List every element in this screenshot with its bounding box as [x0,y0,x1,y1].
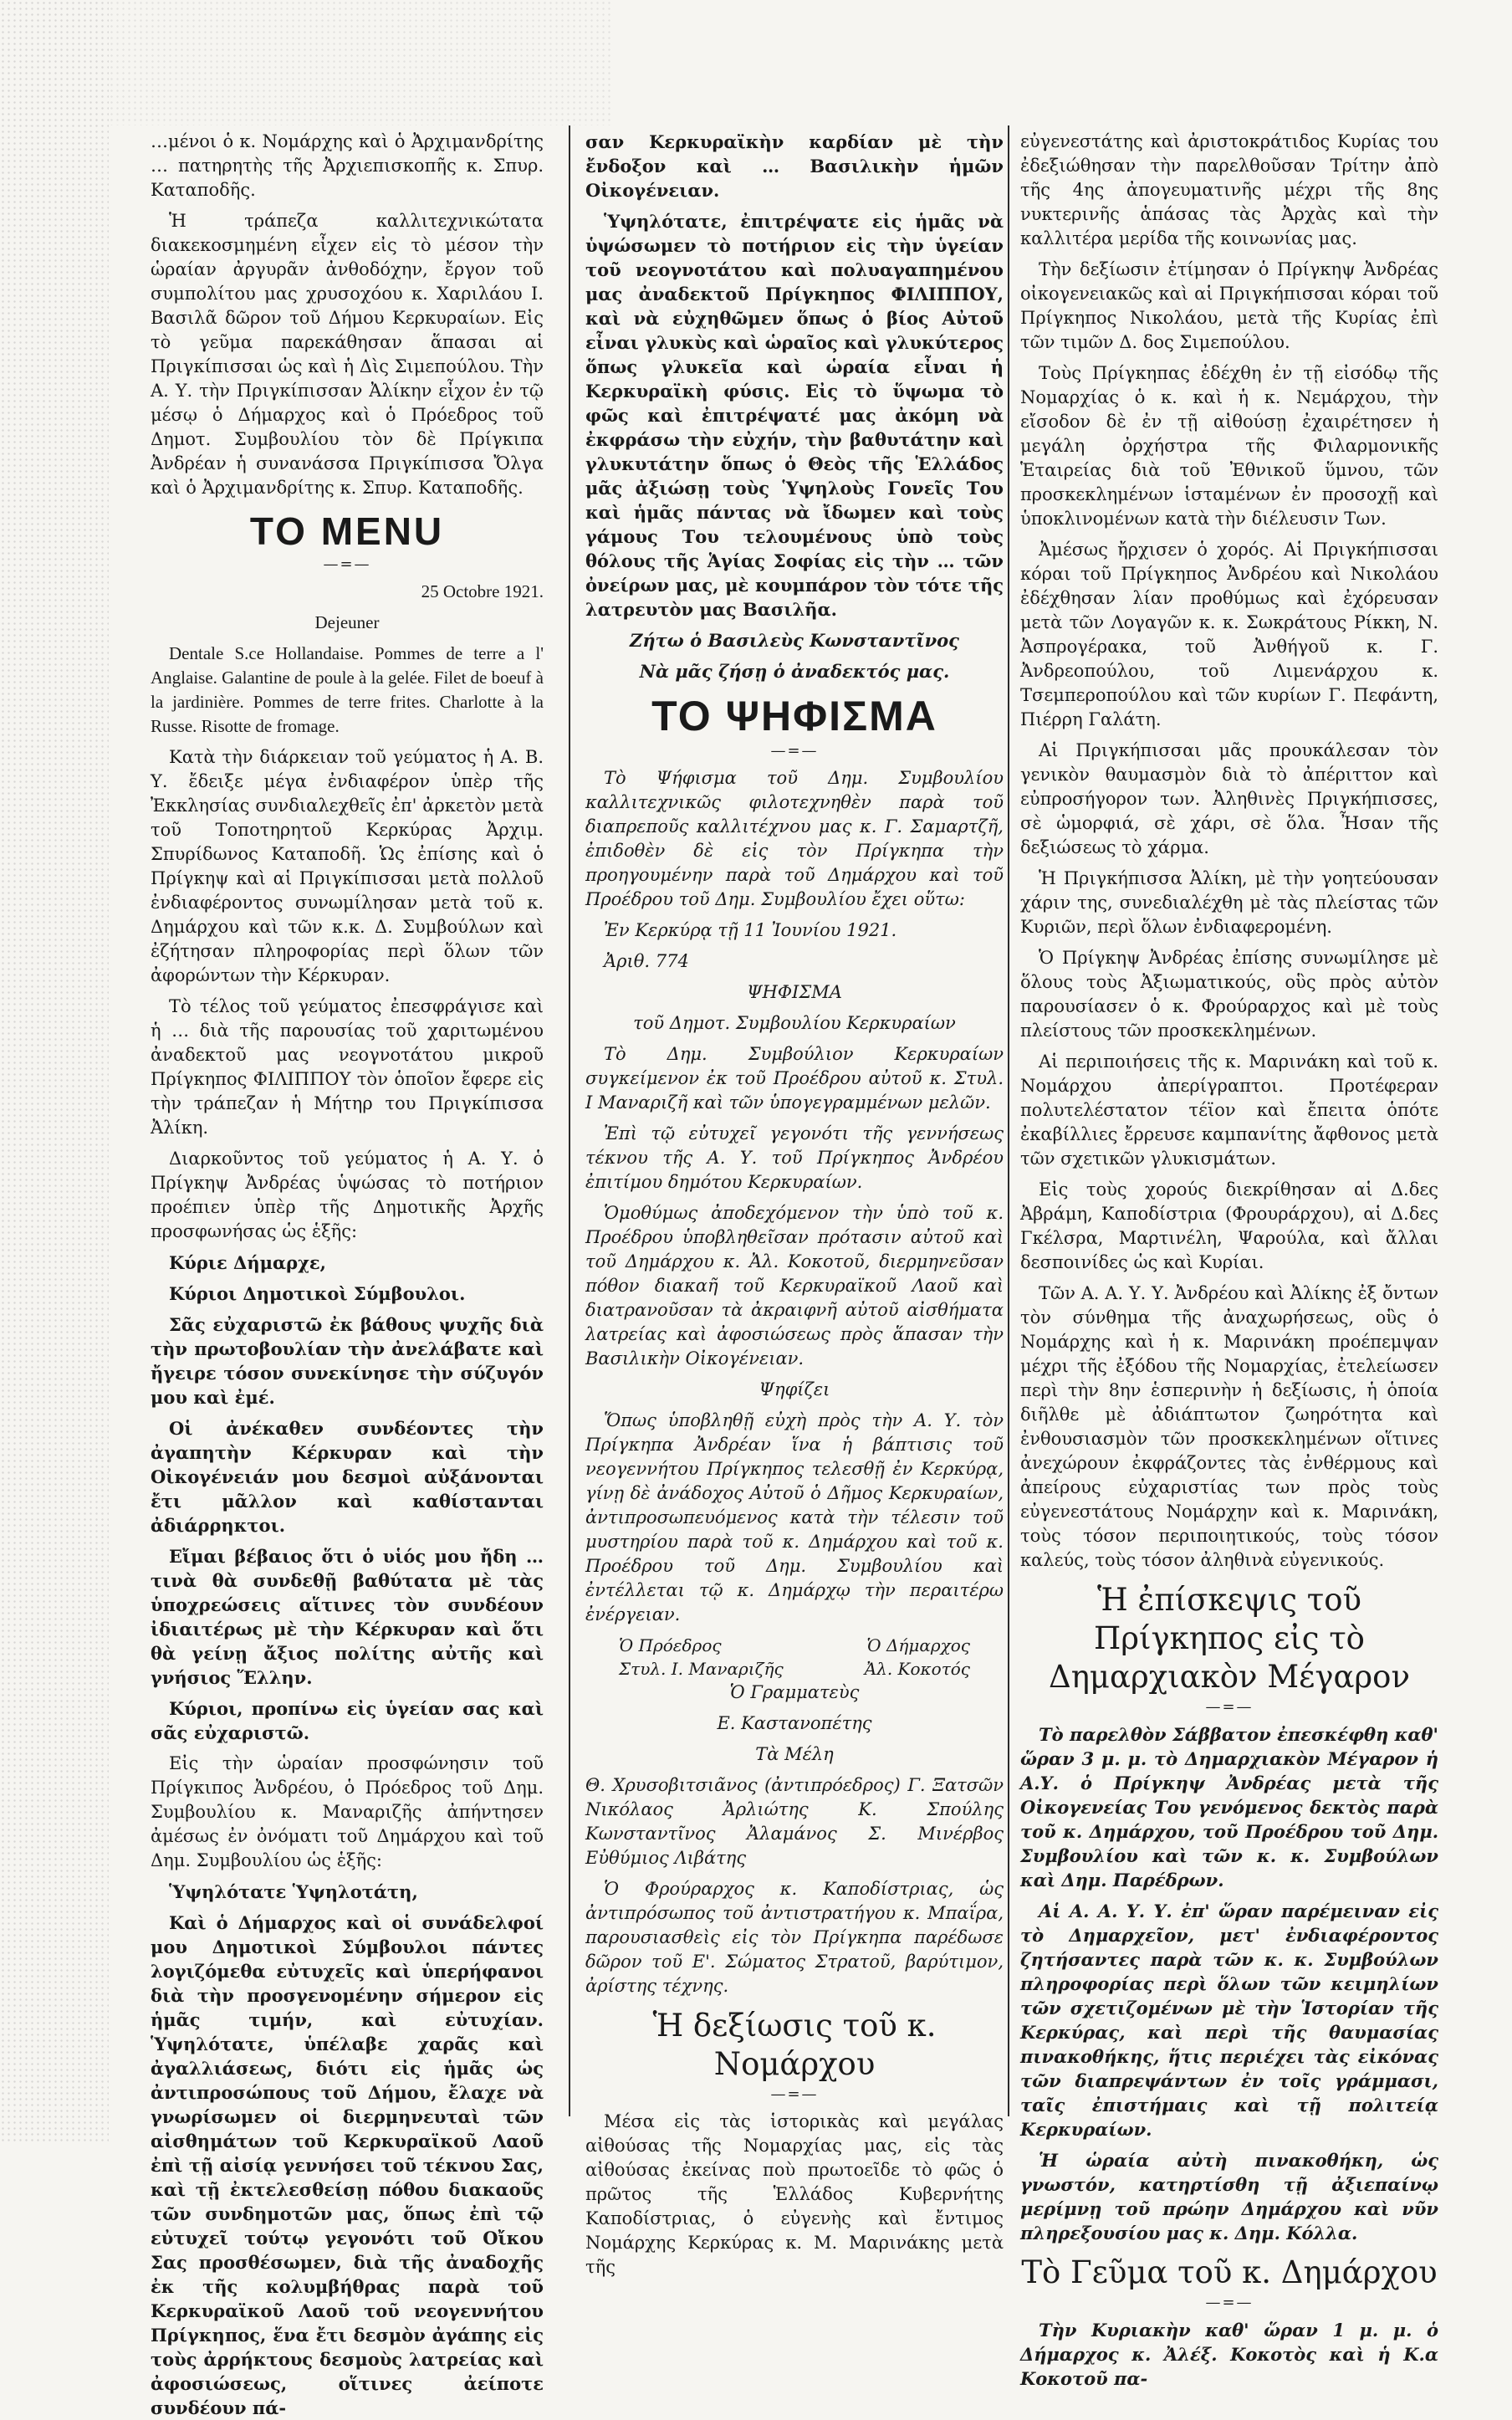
paragraph: Εἰς τοὺς χορούς διεκρίθησαν αἱ Δ.δες Ἀβράμη, Καποδίστρια (Φρουράρχου), αἱ Δ.δες Γκέλσρα, Μαρτινέλη, Ψαρούλα, καὶ ἄλλαι δεσποινίδες ὡς καὶ Κυρίαι. [1020,1179,1438,1272]
section-heading: Τὸ Γεῦμα τοῦ κ. Δημάρχου [1021,2254,1438,2290]
paragraph: Τὴν δεξίωσιν ἐτίμησαν ὁ Πρίγκηψ Ἀνδρέας οἰκογενειακῶς καὶ αἱ Πριγκήπισσαι κόραι τοῦ Πρίγκηπος Νικολάου, μετὰ τῆς Κυρίας ἐπὶ τῶν τιμῶν Δ. δος Σιμεπούλου. [1020,259,1438,352]
divider: —=— [770,2085,819,2103]
divider: —=— [1205,2294,1254,2311]
resolution-title: ΨΗΦΙΣΜΑ [747,982,842,1002]
divider: —=— [770,742,819,760]
menu-items: Dentale S.ce Hollandaise. Pommes de terre a l' Anglaise. Galantine de poule à la gelée. Filet de boeuf à la jardinière. Pommes de terre frites. Charlotte à la Russe. Risotte de fromage. [151,643,544,736]
column-left [151,130,544,2418]
resolution-date: Ἐν Κερκύρᾳ τῇ 11 Ἰουνίου 1921. [604,920,897,940]
paragraph: Τὸ Δημ. Συμβούλιον Κερκυραίων συγκείμενον ἐκ τοῦ Προέδρου αὐτοῦ κ. Στυλ. Ι Μαναριζῆ καὶ τῶν ὑπογεγραμμένων μελῶν. [585,1044,1004,1113]
speech-paragraph: σαν Κερκυραϊκὴν καρδίαν μὲ τὴν ἔνδοξον καὶ … Βασιλικὴν ἡμῶν Οἰκογένειαν. [585,131,1004,201]
paragraph: Τὸ Ψήφισμα τοῦ Δημ. Συμβουλίου καλλιτεχνικῶς φιλοτεχνηθὲν παρὰ τοῦ διαπρεποῦς καλλιτέχνου μας κ. Γ. Σαμαρτζῆ, ἐπιδοθὲν δὲ εἰς τὸν Πρίγκηπα τὴν προηγουμένην παρὰ τοῦ Δημάρχου καὶ τοῦ Προέδρου τοῦ Δημ. Συμβουλίου ἔχει οὕτω: [585,768,1004,909]
menu-meal: Dejeuner [314,612,380,632]
speech-paragraph: Εἴμαι βέβαιος ὅτι ὁ υἱός μου ἤδη … τινὰ θὰ συνδεθῇ βαθύτατα μὲ τὰς ὑποχρεώσεις αἵτινες τὸν συνδέουν ἰδιαιτέρως μὲ τὴν Κέρκυραν καὶ ὅτι θὰ γείνῃ ἄξιος πολίτης αὐτῆς καὶ γνήσιος Ἕλλην. [151,1546,544,1688]
paragraph: εὐγενεστάτης καὶ ἀριστοκράτιδος Κυρίας του ἐδεξιώθησαν τὴν παρελθοῦσαν Τρίτην ἀπὸ τῆς 4ης ἀπογευματινῆς μέχρι τῆς 8ης νυκτερινῆς ἁπάσας τὰς Ἀρχὰς καὶ τὴν καλλιτέρα μερίδα τῆς κοινωνίας μας. [1020,131,1438,248]
speech-paragraph: Κύριοι, προπίνω εἰς ὑγείαν σας καὶ σᾶς εὐχαριστῶ. [151,1698,544,1743]
resolution-number: Ἀριθ. 774 [604,951,689,971]
signature-title: Ὁ Γραμματεὺς [729,1682,860,1702]
paragraph: Τὴν Κυριακὴν καθ' ὥραν 1 μ. μ. ὁ Δήμαρχος κ. Ἀλέξ. Κοκοτὸς καὶ ἡ Κ.α Κοκοτοῦ πα- [1020,2320,1438,2389]
scan-noise-top [109,0,610,125]
paragraph: Ὁ Φρούραρχος κ. Καποδίστριας, ὡς ἀντιπρόσωπος τοῦ ἀντιστρατήγου κ. Μπαΐρα, παρουσιασθεὶς εἰς τὸν Πρίγκηπα παρέδωσε δῶρον τοῦ Ε'. Σώματος Στρατοῦ, βαρύτιμον, ἀρίστης τέχνης. [585,1879,1004,1996]
salutation: Ὑψηλότατε Ὑψηλοτάτη, [169,1881,418,1902]
acclamation: Ζήτω ὁ Βασιλεὺς Κωνσταντῖνος [630,630,959,651]
paragraph: Τῶν Α. Α. Υ. Υ. Ἀνδρέου καὶ Ἀλίκης ἐξ ὄντων τὸν σύνθημα τῆς ἀναχωρήσεως, οὓς ὁ Νομάρχης καὶ ἡ κ. Μαρινάκη προέπεμψαν μέχρι τῆς ἐξόδου τῆς Νομαρχίας, ἐτελείωσεν περὶ τὴν 8ην ἑσπερινὴν ἡ δεξίωσις, ἡ ὁποία διῆλθε μὲ ἀδιάπτωτον ζωηρότητα καὶ ἐνθουσιασμὸν τῶν προσκεκλημένων οἵτινες ἀνεχώρουν ἐκφράζοντες τὰς ἐνθέρμους καὶ ἀπείρους εὐχαριστίας των πρὸς τοὺς εὐγενεστάτους Νομάρχην καὶ κ. Μαρινάκη, τοὺς τόσον περιποιητικούς, τοὺς τόσον καλεύς, τοὺς τόσον ἀληθινὰ εὐγενικούς. [1020,1283,1438,1570]
members-list: Θ. Χρυσοβιτσιᾶνος (ἀντιπρόεδρος) Γ. Ξατσῶν Νικόλαος Ἀρλιώτης Κ. Σπούλης Κωνσταντῖνος Ἀλαμάνος Σ. Μινέρβος Εὐθύμιος Λιβάτης [585,1775,1004,1868]
divider: —=— [1205,1698,1254,1716]
column-rule [569,125,570,2116]
column-rule [1008,125,1009,2116]
salutation: Κύριοι Δημοτικοὶ Σύμβουλοι. [169,1283,466,1304]
salutation: Κύριε Δήμαρχε, [169,1252,326,1273]
signature-title: Ὁ Πρόεδρος [619,1635,722,1655]
section-heading: Ἡ ἐπίσκεψις τοῦ Πρίγκηπος εἰς τὸ Δημαρχιακὸν Μέγαρον [1049,1582,1410,1695]
paragraph: Ἡ τράπεζα καλλιτεχνικώτατα διακεκοσμημένη εἶχεν εἰς τὸ μέσον τὴν ὡραίαν ἀργυρᾶν ἀνθοδόχην, ἔργον τοῦ συμπολίτου μας χρυσοχόου κ. Χαριλάου Ι. Βασιλᾶ δῶρον τοῦ Δήμου Κερκυραίων. Εἰς τὸ γεῦμα παρεκάθησαν ἅπασαι αἱ Πριγκίπισσαι ὡς καὶ ἡ Δὶς Σιμεπούλου. Τὴν Α. Υ. τὴν Πριγκίπισσαν Ἀλίκην εἶχον ἐν τῷ μέσῳ ὁ Δήμαρχος καὶ ὁ Πρόεδρος τοῦ Δημοτ. Συμβουλίου τὸν δὲ Πρίγκιπα Ἀνδρέαν ἡ συνανάσσα Πριγκίπισσα Ὄλγα καὶ ὁ Ἀρχιμανδρίτης κ. Σπυρ. Καταποδῆς. [151,211,544,498]
paragraph: Ὅπως ὑποβληθῇ εὐχὴ πρὸς τὴν Α. Υ. τὸν Πρίγκηπα Ἀνδρέαν ἵνα ἡ βάπτισις τοῦ νεογεννήτου Πρίγκηπος τελεσθῇ ἐν Κερκύρᾳ, γίνῃ δὲ ἀνάδοχος Αὐτοῦ ὁ Δῆμος Κερκυραίων, ἀντιπροσωπευόμενος κατὰ τὴν τέλεσιν τοῦ μυστηρίου παρὰ τοῦ κ. Δημάρχου καὶ τοῦ κ. Προέδρου τοῦ Δημ. Συμβουλίου καὶ ἐντέλλεται τῷ κ. Δημάρχῳ τὴν περαιτέρω ἐνέργειαν. [585,1410,1004,1624]
acclamation: Νὰ μᾶς ζήσῃ ὁ ἀναδεκτός μας. [639,661,950,682]
speech-paragraph: Καὶ ὁ Δήμαρχος καὶ οἱ συνάδελφοί μου Δημοτικοὶ Σύμβουλοι πάντες λογιζόμεθα εὐτυχεῖς καὶ ὑπερήφανοι διὰ τὴν προσγενομένην σήμερον εἰς ἡμᾶς τιμήν, καὶ εὐτυχίαν. Ὑψηλότατε, ὑπέλαβε χαρᾶς καὶ ἀγαλλιάσεως, διότι εἰς ἡμᾶς ὡς ἀντιπροσώπους τοῦ Δήμου, ἔλαχε νὰ γνωρίσωμεν οἱ διερμηνευταὶ τῶν αἰσθημάτων τοῦ Κερκυραϊκοῦ Λαοῦ ἐπὶ τῇ αἰσίᾳ γεννήσει τοῦ τέκνου Σας, καὶ τῇ ἐκτελεσθείσῃ πόθου διακαοῦς τῶν συνδημοτῶν μας, ὅπως ἐπὶ τῷ εὐτυχεῖ τούτῳ γεγονότι τοῦ Οἴκου Σας προσθέσωμεν, διὰ τῆς ἀναδοχῆς ἐκ τῆς κολυμβήθρας παρὰ τοῦ Κερκυραϊκοῦ Λαοῦ τοῦ νεογεννήτου Πρίγκηπος, ἕνα ἔτι δεσμὸν ἀγάπης εἰς τοὺς ἀρρήκτους δεσμοὺς λατρείας καὶ ἀφοσιώσεως, οἵτινες ἀείποτε συνδέουν πά- [151,1912,544,2418]
signature-title: Ὁ Δήμαρχος [866,1635,970,1655]
paragraph: Αἱ περιποιήσεις τῆς κ. Μαρινάκη καὶ τοῦ κ. Νομάρχου ἀπερίγραπτοι. Προτέφεραν πολυτελέστατον τέϊον καὶ ἔπειτα ὁπότε ἐκαβίλλιες ἔρρευσε καμπανίτης ἄφθονος μετὰ τῶν σχετικῶν γλυκισμάτων. [1020,1051,1438,1169]
resolution-heading: ΤΟ ΨΗΦΙΣΜΑ [651,693,937,739]
speech-paragraph: Ὑψηλότατε, ἐπιτρέψατε εἰς ἡμᾶς νὰ ὑψώσωμεν τὸ ποτήριον εἰς τὴν ὑγείαν τοῦ νεογνοτάτου καὶ πολυαγαπημένου μας ἀναδεκτοῦ Πρίγκηπος ΦΙΛΙΠΠΟΥ, καὶ νὰ εὐχηθῶμεν ὅπως ὁ βίος Αὐτοῦ εἶναι γλυκὺς καὶ ὡραῖος καὶ γλυκύτερος ὅπως γλυκεῖα καὶ ὡραία εἶναι ἡ Κερκυραϊκὴ φύσις. Εἰς τὸ ὕψωμα τὸ φῶς καὶ ἐπιτρέψατέ μας ἀκόμη νὰ ἐκφράσω τὴν εὐχήν, τὴν βαθυτάτην καὶ γλυκυτάτην ὅπως ὁ Θεὸς τῆς Ἑλλάδος μᾶς ἀξιώσῃ τοὺς Ὑψηλοὺς Γονεῖς Του καὶ ἡμᾶς πάντας νὰ ἴδωμεν καὶ τοὺς γάμους Του τελουμένους ὑπὸ τοὺς θόλους τῆς Ἁγίας Σοφίας εἰς τὴν … τῶν ὀνείρων μας, μὲ κουμπάρον τὸν τότε τῆς λατρευτὸν μας Βασιλῆα. [585,211,1004,620]
paragraph: Ὁμοθύμως ἀποδεχόμενον τὴν ὑπὸ τοῦ κ. Προέδρου ὑποβληθεῖσαν πρότασιν αὐτοῦ καὶ τοῦ Δημάρχου κ. Ἀλ. Κοκοτοῦ, διερμηνεῦσαν πόθον διακαῆ τοῦ Κερκυραϊκοῦ Λαοῦ καὶ διατρανοῦσαν τὰ ἀκραιφνῆ αὐτοῦ αἰσθήματα λατρείας καὶ ἀφοσιώσεως πρὸς ἅπασαν τὴν Βασιλικὴν Οἰκογένειαν. [585,1203,1004,1369]
section-heading: Ἡ δεξίωσις τοῦ κ. Νομάρχου [652,2008,937,2082]
paragraph: Τοὺς Πρίγκηπας ἐδέχθη ἐν τῇ εἰσόδῳ τῆς Νομαρχίας ὁ κ. καὶ ἡ κ. Νεμάρχου, τὴν εἴσοδον δὲ ἐν τῇ αἰθούσῃ ἐχαιρέτησεν ἡ μεγάλη ὀρχήστρα τῆς Φιλαρμονικῆς Ἑταιρείας διὰ τοῦ Ἐθνικοῦ ὕμνου, τῶν προσκεκλημένων ἱσταμένων ἐν προσοχῇ καὶ ὑποκλινομένων κατὰ τὴν διέλευσιν Των. [1020,363,1438,529]
paragraph: Ἀμέσως ἤρχισεν ὁ χορός. Αἱ Πριγκήπισσαι κόραι τοῦ Πρίγκηπος Ἀνδρέου καὶ Νικολάου ἐδέχθησαν λίαν προθύμως καὶ ἐχόρευσαν μετὰ τῶν Λογαγῶν κ. κ. Σωκράτους Ρίκκη, Ν. Ἀσπρογέρακα, τοῦ Ἀνθήγοῦ κ. Γ. Ἀνδρεοπούλου, τοῦ Λιμενάρχου κ. Τσεμπεροπούλου καὶ τῶν κυρίων Γ. Πεφάντη, Πιέρρη Γαλάτη. [1020,540,1438,729]
paragraph: Αἱ Πριγκήπισσαι μᾶς προυκάλεσαν τὸν γενικὸν θαυμασμὸν διὰ τὸ ἀπέριττον καὶ εὐπροσήγορον των. Ἀληθινὲς Πριγκήπισσες, σὲ ὡμορφιά, σὲ χάρι, σὲ ὅλα. Ἦσαν τῆς δεξιώσεως τὸ χάρμα. [1020,740,1438,857]
paragraph: Ἐπὶ τῷ εὐτυχεῖ γεγονότι τῆς γεννήσεως τέκνου τῆς Α. Υ. τοῦ Πρίγκηπος Ἀνδρέου ἐπιτίμου δημότου Κερκυραίων. [585,1123,1004,1192]
menu-heading: TO MENU [249,509,445,553]
members-heading: Τὰ Μέλη [755,1744,834,1764]
signature-row [585,1634,1004,1657]
resolution-subtitle: τοῦ Δημοτ. Συμβουλίου Κερκυραίων [633,1013,956,1033]
scan-noise-left [0,0,109,2141]
signature-name: Ε. Καστανοπέτης [717,1713,872,1733]
paragraph: Μέσα εἰς τὰς ἱστορικὰς καὶ μεγάλας αἰθούσας τῆς Νομαρχίας μας, εἰς τὰς αἰθούσας ἐκείνας ποὺ πρωτοεῖδε τὸ φῶς ὁ πρῶτος τῆς Ἑλλάδος Κυβερνήτης Καποδίστριας, ὁ εὐγενὴς καὶ ἔντιμος Νομάρχης Κερκύρας κ. Μ. Μαρινάκης μετὰ τῆς [585,2111,1004,2277]
paragraph: Ὁ Πρίγκηψ Ἀνδρέας ἐπίσης συνωμίλησε μὲ ὅλους τοὺς Ἀξιωματικούς, οὓς πρὸς αὐτὸν παρουσίασεν ὁ κ. Φρούραρχος καὶ μὲ τοὺς πλείστους τῶν προσκεκλημένων. [1020,948,1438,1041]
speech-paragraph: Σᾶς εὐχαριστῶ ἐκ βάθους ψυχῆς διὰ τὴν πρωτοβουλίαν τὴν ἀνελάβατε καὶ ἤγειρε τόσον συνεκίνησε τὴν σύζυγόν μου καὶ ἐμέ. [151,1314,544,1408]
menu-date: 25 Octobre 1921. [421,581,544,601]
paragraph: Κατὰ τὴν διάρκειαν τοῦ γεύματος ἡ Α. Β. Υ. ἔδειξε μέγα ἐνδιαφέρον ὑπὲρ τῆς Ἐκκλησίας συνδιαλεχθεῖς ἐπ' ἀρκετὸν μετὰ τοῦ Τοποτηρητοῦ Κερκύρας Ἀρχιμ. Σπυρίδωνος Καταποδῆ. Ὡς ἐπίσης καὶ ὁ Πρίγκηψ καὶ αἱ Πριγκίπισσαι μετὰ πολλοῦ ἐνδιαφέροντος συνωμίλησαν μετὰ τοῦ κ. Δημάρχου καὶ τῶν κ.κ. Δ. Συμβούλων καὶ ἐζήτησαν πληροφορίας περὶ ὅλων τῶν ἀφορώντων τὴν Κέρκυραν. [151,747,544,985]
paragraph: Αἱ Α. Α. Υ. Υ. ἐπ' ὥραν παρέμειναν εἰς τὸ Δημαρχεῖον, μετ' ἐνδιαφέροντος ζητήσαντες παρὰ τῶν κ. κ. Συμβούλων πληροφορίας περὶ ὅλων τῶν κειμηλίων τῶν σχετιζομένων μὲ τὴν Ἱστορίαν τῆς Κερκύρας, καὶ περὶ τῆς θαυμασίας πινακοθήκης, ἥτις περιέχει τὰς εἰκόνας τῶν διαπρεψάντων ἐν τοῖς γράμμασι, ταῖς ἐπιστήμαις καὶ τῇ πολιτείᾳ Κερκυραίων. [1020,1901,1438,2140]
column-center [585,130,1004,2277]
paragraph: Τὸ τέλος τοῦ γεύματος ἐπεσφράγισε καὶ ἡ … διὰ τῆς παρουσίας τοῦ χαριτωμένου ἀναδεκτοῦ μας νεογνοτάτου μικροῦ Πρίγκηπος ΦΙΛΙΠΠΟΥ τὸν ὁποῖον ἔφερε εἰς τὴν τράπεζαν ἡ Μήτηρ του Πριγκίπισσα Ἀλίκη. [151,996,544,1138]
resolution-verb: Ψηφίζει [759,1379,830,1399]
divider: —=— [323,555,371,573]
column-right [1020,130,1438,2389]
signature-row [585,1657,1004,1681]
paragraph: …μένοι ὁ κ. Νομάρχης καὶ ὁ Ἀρχιμανδρίτης … πατηρητὴς τῆς Ἀρχιεπισκοπῆς κ. Σπυρ. Καταποδῆς. [151,131,544,200]
paragraph: Ἡ ὡραία αὐτὴ πινακοθήκη, ὡς γνωστόν, κατηρτίσθη τῇ ἀξιεπαίνῳ μερίμνῃ τοῦ πρώην Δημάρχου καὶ νῦν πληρεξουσίου μας κ. Δημ. Κόλλα. [1020,2150,1438,2243]
signature-name: Στυλ. Ι. Μαναριζῆς [619,1659,784,1679]
paragraph: Ἡ Πριγκήπισσα Ἀλίκη, μὲ τὴν γοητεύουσαν χάριν της, συνεδιαλέχθη μὲ τὰς πλείστας τῶν Κυριῶν, περὶ ὅλων ἐνδιαφερομένη. [1020,868,1438,937]
signature-name: Ἀλ. Κοκοτός [864,1659,970,1679]
paragraph: Διαρκοῦντος τοῦ γεύματος ἡ Α. Υ. ὁ Πρίγκηψ Ἀνδρέας ὑψώσας τὸ ποτήριον προέπιεν ὑπὲρ τῆς Δημοτικῆς Ἀρχῆς προσφωνήσας ὡς ἑξῆς: [151,1149,544,1241]
speech-paragraph: Οἱ ἀνέκαθεν συνδέοντες τὴν ἀγαπητὴν Κέρκυραν καὶ τὴν Οἰκογένειάν μου δεσμοὶ αὐξάνονται ἔτι μᾶλλον καὶ καθίστανται ἀδιάρρηκτοι. [151,1418,544,1536]
paragraph: Τὸ παρελθὸν Σάββατον ἐπεσκέφθη καθ' ὥραν 3 μ. μ. τὸ Δημαρχιακὸν Μέγαρον ἡ Α.Υ. ὁ Πρίγκηψ Ἀνδρέας μετὰ τῆς Οἰκογενείας Του γενόμενος δεκτὸς παρὰ τοῦ κ. Δημάρχου, τοῦ Προέδρου τοῦ Δημ. Συμβουλίου καὶ τῶν κ. κ. Συμβούλων καὶ Δημ. Παρέδρων. [1020,1724,1438,1890]
paragraph: Εἰς τὴν ὡραίαν προσφώνησιν τοῦ Πρίγκιπος Ἀνδρέου, ὁ Πρόεδρος τοῦ Δημ. Συμβουλίου κ. Μαναριζῆς ἀπήντησεν ἀμέσως ἐν ὀνόματι τοῦ Δημάρχου καὶ τοῦ Δημ. Συμβουλίου ὡς ἑξῆς: [151,1753,544,1870]
